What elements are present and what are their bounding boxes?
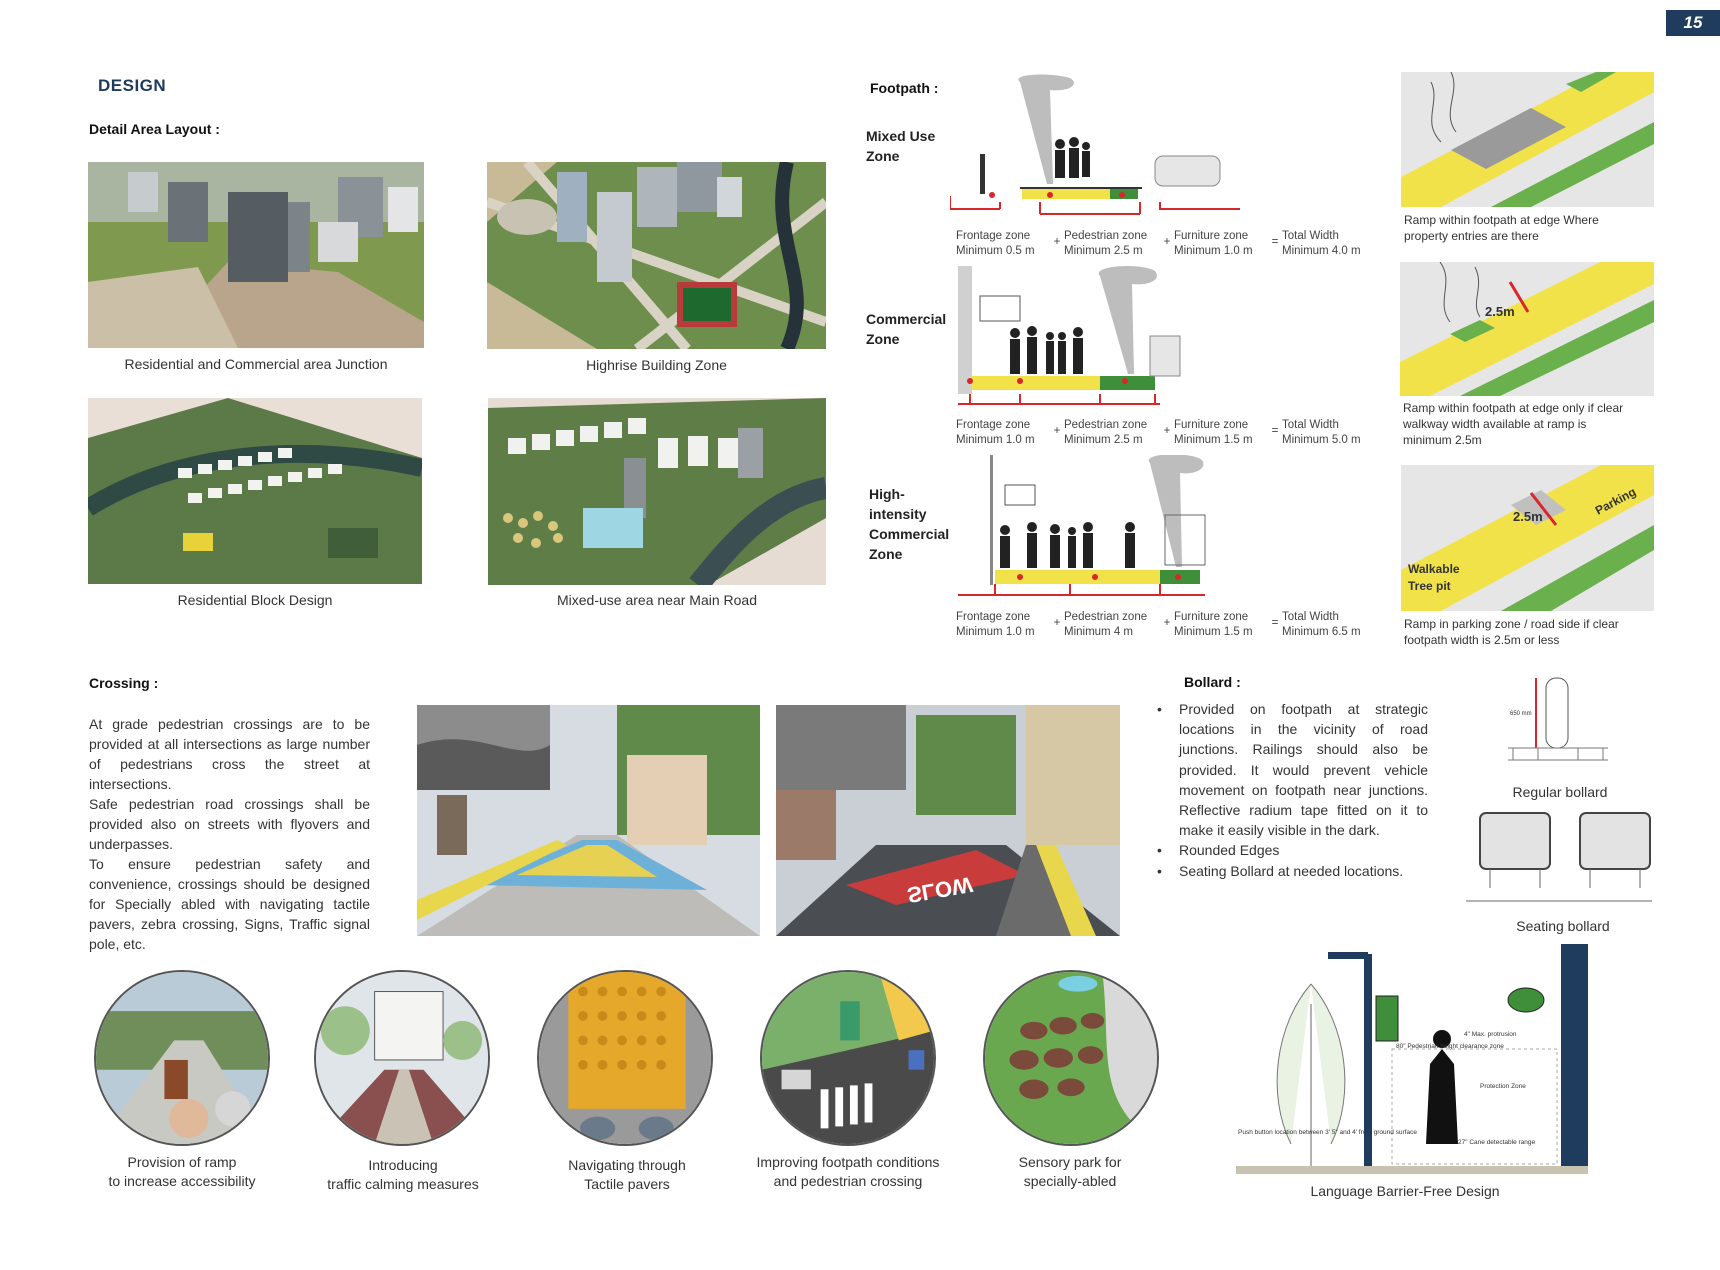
svg-text:2.5m: 2.5m	[1513, 509, 1543, 524]
bollard-bullet: • Provided on footpath at strategic locations in the vicinity of road junctions. Railings should also be provided. It would prevent vehicle movement on footpath near junctions. Reflective radium tape fitted on it to make it easily visible in the dark.	[1155, 699, 1428, 840]
svg-text:Protection Zone: Protection Zone	[1480, 1083, 1526, 1090]
ramp-caption: Ramp within footpath at edge Where property entries are there	[1404, 213, 1599, 243]
ramp-diagram-property-entry	[1401, 72, 1654, 207]
barrier-free-caption: Language Barrier-Free Design	[1310, 1183, 1500, 1199]
footpath-heading: Footpath :	[870, 80, 939, 96]
layout-caption: Mixed-use area near Main Road	[557, 592, 757, 608]
svg-text:27" Cane detectable range: 27" Cane detectable range	[1458, 1139, 1536, 1146]
sensory-park-render	[983, 970, 1159, 1146]
seating-bollard-diagram	[1466, 803, 1652, 913]
layout-render-junction	[88, 162, 424, 348]
layout-render-mixed-use	[488, 398, 826, 585]
intervention-caption: Sensory park for specially-abled	[1018, 1154, 1122, 1189]
zone-dimensions-row: Frontage zone Minimum 1.0 m + Pedestrian zone Minimum 4 m + Furniture zone Minimum 1.5 m = Total Width Minimum 6.5 m	[956, 611, 1361, 638]
zone-dimensions-row: Frontage zone Minimum 0.5 m + Pedestrian zone Minimum 2.5 m + Furniture zone Minimum 1.0 m = Total Width Minimum 4.0 m	[956, 230, 1361, 257]
layout-caption: Residential and Commercial area Junction	[124, 356, 388, 372]
crossing-photo-street	[417, 705, 760, 936]
regular-bollard-diagram	[1508, 668, 1608, 773]
zone-label-high-intensity: High- intensity Commercial Zone	[869, 486, 950, 562]
barrier-free-diagram	[1236, 944, 1588, 1176]
ramp-diagram-parking-zone	[1401, 465, 1654, 611]
seating-bollard-label: Seating bollard	[1516, 918, 1610, 934]
intervention-caption: Introducing traffic calming measures	[327, 1157, 479, 1192]
bollard-bullet: • Seating Bollard at needed locations.	[1155, 861, 1428, 881]
svg-text:Parking: Parking	[1592, 484, 1639, 518]
intervention-caption: Provision of ramp to increase accessibility	[108, 1154, 256, 1189]
ramp-provision-photo	[94, 970, 270, 1146]
layout-render-highrise	[487, 162, 826, 349]
section-diagram-commercial	[950, 266, 1248, 409]
crossing-photo-slow-marking	[776, 705, 1120, 936]
bollard-heading: Bollard :	[1184, 674, 1241, 690]
layout-caption: Highrise Building Zone	[586, 357, 727, 373]
svg-text:80" Pedestrian height clearanc: 80" Pedestrian height clearance zone	[1396, 1043, 1504, 1050]
page-number: 15	[1666, 10, 1720, 36]
crossing-text: At grade pedestrian crossings are to be provided at all intersections as large number of pedestrians cross the street at intersections. Safe pedestrian road crossings shall be provided also on streets with flyovers and underpasses. To ensure pedestrian safety and convenience, crossings should be designed for Specially abled with navigating tactile pavers, zebra crossing, Signs, Traffic signal pole, etc.	[89, 716, 370, 952]
crossing-heading: Crossing :	[89, 675, 159, 691]
tactile-pavers-photo	[537, 970, 713, 1146]
road-marking-text: SLOW	[905, 871, 975, 908]
svg-text:650 mm: 650 mm	[1510, 711, 1532, 717]
zone-label-commercial: Commercial Zone	[866, 311, 947, 347]
ramp-caption: Ramp in parking zone / road side if clear footpath width is 2.5m or less	[1404, 617, 1619, 647]
svg-text:Push button location between 3: Push button location between 3' 5" and 4' from ground surface	[1238, 1129, 1417, 1136]
section-title: DESIGN	[98, 76, 167, 95]
bollard-list	[1155, 699, 1428, 881]
detail-layout-heading: Detail Area Layout :	[89, 121, 220, 137]
svg-text:Tree pit: Tree pit	[1408, 579, 1451, 593]
section-diagram-high-intensity	[950, 455, 1248, 601]
svg-text:Walkable: Walkable	[1408, 562, 1460, 576]
layout-render-residential	[88, 398, 422, 584]
regular-bollard-label: Regular bollard	[1512, 784, 1608, 800]
zone-dimensions-row: Frontage zone Minimum 1.0 m + Pedestrian zone Minimum 2.5 m + Furniture zone Minimum 1.5 m = Total Width Minimum 5.0 m	[956, 419, 1361, 446]
svg-text:4" Max. protrusion: 4" Max. protrusion	[1464, 1031, 1517, 1038]
ramp-caption: Ramp within footpath at edge only if clear walkway width available at ramp is minimum 2.5m	[1403, 401, 1624, 447]
footpath-crossing-illustration	[760, 970, 936, 1146]
section-diagram-mixed-use	[950, 74, 1248, 222]
ramp-dimension: 2.5m	[1485, 304, 1515, 319]
ramp-diagram-clear-walkway	[1400, 262, 1654, 396]
bollard-bullet: • Rounded Edges	[1155, 840, 1428, 860]
zone-label-mixed-use: Mixed Use Zone	[866, 128, 936, 164]
intervention-caption: Navigating through Tactile pavers	[568, 1157, 686, 1192]
intervention-caption: Improving footpath conditions and pedestrian crossing	[756, 1154, 940, 1189]
traffic-calming-sketch	[314, 970, 490, 1146]
layout-caption: Residential Block Design	[177, 592, 333, 608]
